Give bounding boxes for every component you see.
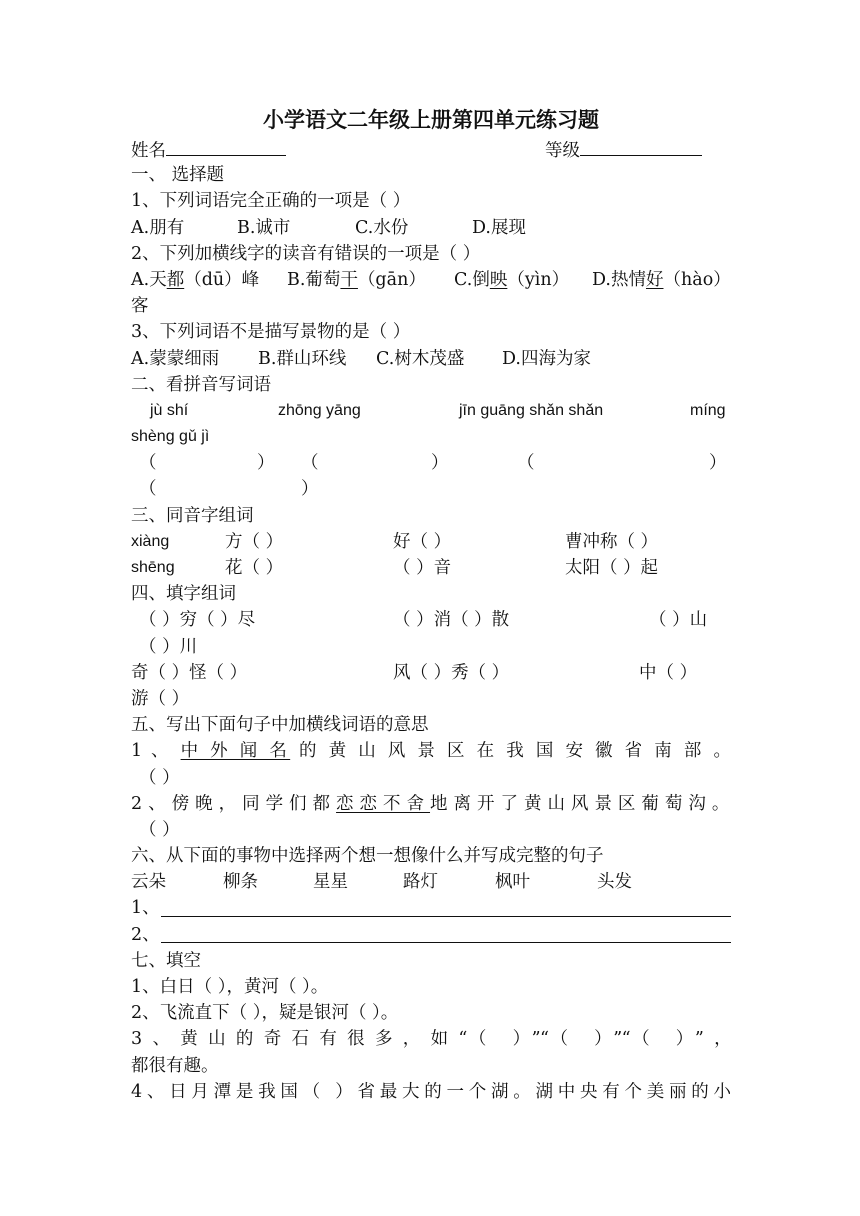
grade-blank[interactable]: [580, 136, 702, 156]
word-2: 柳条: [223, 872, 258, 893]
pinyin-3: jīn guāng shǎn shǎn: [459, 401, 604, 419]
q2-stem: 2、下列加横线字的读音有错误的一项是（ ）: [131, 243, 481, 264]
q1-option-c: C.水份: [355, 217, 409, 238]
s7-q2: 2、飞流直下（ ），疑是银河（ ）。: [131, 1003, 399, 1024]
underlined-phrase-2: 恋恋不舍: [336, 793, 431, 814]
q2-option-a: A.天都（dū）峰: [131, 269, 260, 290]
word-6: 头发: [597, 872, 632, 893]
pinyin-4a: míng: [690, 401, 726, 419]
name-label: 姓名: [131, 141, 166, 161]
sentence-line-2[interactable]: 2、: [131, 922, 731, 948]
section-1-heading: 一、 选择题: [131, 165, 225, 186]
section-6-heading: 六、从下面的事物中选择两个想一想像什么并写成完整的句子: [131, 846, 604, 867]
s5-q1: 1 、 中 外 闻 名 的 黄 山 风 景 区 在 我 国 安 徽 省 南 部 。: [131, 741, 731, 762]
q3-option-d: D.四海为家: [502, 348, 591, 369]
q1-options: [131, 215, 731, 241]
pinyin-2: zhōng yāng: [278, 401, 361, 419]
fill-row-2: 奇（ ）怪（ ） 风（ ）秀（ ） 中（ ）: [131, 662, 698, 683]
section-2-heading: 二、看拼音写词语: [131, 374, 271, 395]
grade-label: 等级: [545, 141, 580, 161]
q3-option-c: C.树木茂盛: [376, 348, 465, 369]
section-7-heading: 七、填空: [131, 950, 201, 971]
pinyin-1: jù shí: [150, 401, 189, 419]
homophone-row-2: shēng 花（ ） （ ）音 太阳（ ）起: [131, 558, 659, 578]
q3-option-b: B.群山环线: [258, 348, 347, 369]
q1-option-d: D.展现: [472, 217, 526, 238]
s7-q3: 3、黄山的奇石有很多，如“（ ）”“（ ）”“（ ）”，: [131, 1029, 731, 1050]
q2-options: [131, 267, 731, 293]
q1-option-a: A.朋有: [131, 217, 185, 238]
q3-stem: 3、下列词语不是描写景物的是（ ）: [131, 322, 411, 343]
s7-q4: 4、日月潭是我国（ ）省最大的一个湖。湖中央有个美丽的小: [131, 1081, 731, 1102]
name-blank[interactable]: [166, 136, 286, 156]
s5-q2-answer: （ ）: [139, 819, 180, 840]
q3-options: [131, 346, 731, 372]
s5-q2: 2、傍晚，同学们都恋恋不舍地离开了黄山风景区葡萄沟。: [131, 793, 731, 814]
header-row: [131, 136, 731, 162]
fill-row-2-wrap: 游（ ）: [131, 688, 190, 709]
worksheet-title: 小学语文二年级上册第四单元练习题: [263, 107, 599, 132]
worksheet: [131, 104, 731, 1105]
q1-option-b: B.诚市: [237, 217, 291, 238]
q1-stem: 1、下列词语完全正确的一项是（ ）: [131, 191, 411, 212]
q2-option-b: B.葡萄干（gān）: [287, 269, 426, 290]
sentence-line-1[interactable]: 1、: [131, 895, 731, 921]
q2-wrap: 客: [131, 296, 149, 317]
s5-q1-answer: （ ）: [139, 767, 180, 788]
word-5: 枫叶: [495, 872, 530, 893]
q3-option-a: A.蒙蒙细雨: [131, 348, 220, 369]
fill-row-1-wrap: （ ）川: [139, 636, 198, 657]
answer-paren-row-2: （ ）: [139, 479, 319, 500]
underlined-phrase-1: 中 外 闻 名: [180, 741, 291, 762]
word-3: 星星: [313, 872, 348, 893]
fill-row-1: （ ）穷（ ）尽 （ ）消（ ）散 （ ）山: [139, 610, 708, 631]
word-4: 路灯: [403, 872, 438, 893]
section-5-heading: 五、写出下面句子中加横线词语的意思: [131, 715, 429, 736]
section-3-heading: 三、同音字组词: [131, 505, 254, 526]
q2-option-c: C.倒映（yìn）: [454, 269, 570, 290]
s7-q1: 1、白日（ ），黄河（ ）。: [131, 977, 329, 997]
word-list: [131, 869, 731, 895]
s7-q3-wrap: 都很有趣。: [131, 1055, 219, 1076]
word-1: 云朵: [131, 872, 166, 893]
q2-option-d: D.热情好（hào）: [592, 269, 731, 290]
homophone-row-1: xiàng 方（ ） 好（ ） 曹冲称（ ）: [131, 531, 659, 552]
answer-paren-row: （ ） （ ） （ ）: [139, 453, 727, 474]
section-4-heading: 四、填字组词: [131, 584, 236, 605]
pinyin-row: [131, 398, 731, 424]
pinyin-row-2: shèng gǔ jì: [131, 428, 210, 446]
